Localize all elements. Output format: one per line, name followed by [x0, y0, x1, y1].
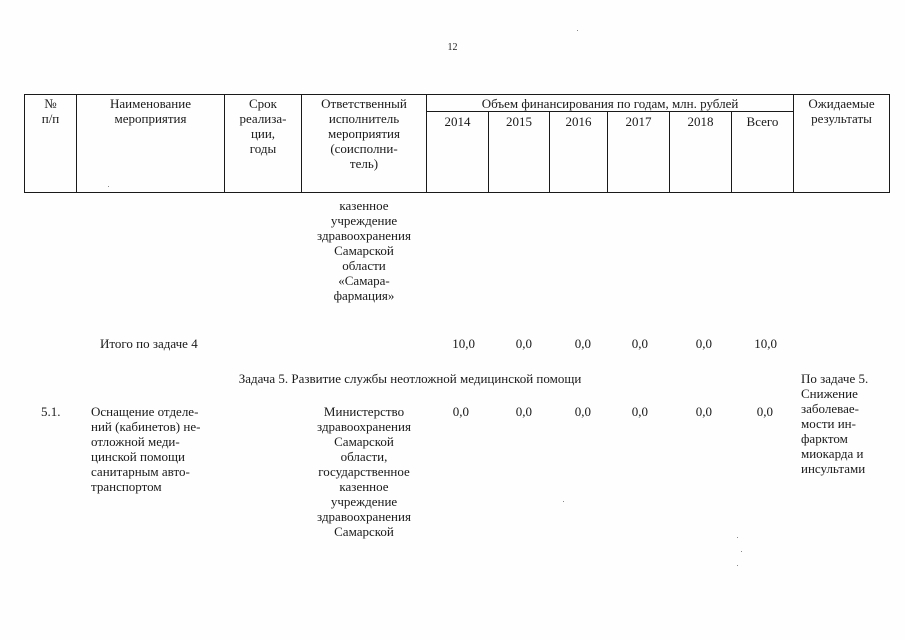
- total-label: Итого по задаче 4: [100, 336, 198, 351]
- header-year-total: Всего: [746, 114, 779, 129]
- row-value-2016: 0,0: [574, 404, 591, 419]
- row-value-2018: 0,0: [695, 404, 712, 419]
- header-year-2014: 2014: [444, 114, 471, 129]
- total-value-2017: 0,0: [631, 336, 648, 351]
- header-col-name: Наименование мероприятия: [110, 96, 191, 126]
- header-col-term: Срок реализа- ции, годы: [239, 96, 287, 156]
- row-number: 5.1.: [41, 404, 61, 419]
- carry-over-executor: казенное учреждение здравоохранения Самарской области «Самара- фармация»: [317, 198, 411, 303]
- row-value-2017: 0,0: [631, 404, 648, 419]
- header-year-2017: 2017: [625, 114, 652, 129]
- scan-speck: [563, 501, 564, 502]
- task5-title: Задача 5. Развитие службы неотложной медицинской помощи: [238, 371, 582, 386]
- header-col-result: Ожидаемые результаты: [808, 96, 875, 126]
- scan-speck: [577, 30, 578, 31]
- row-value-2015: 0,0: [515, 404, 532, 419]
- header-bottom-border: [24, 192, 890, 193]
- header-years-divider: [426, 111, 793, 112]
- scan-speck: [737, 537, 738, 538]
- header-year-2016: 2016: [565, 114, 592, 129]
- page-number: 12: [447, 42, 458, 53]
- scan-speck: [108, 186, 109, 187]
- scan-speck: [737, 565, 738, 566]
- row-value-total: 0,0: [756, 404, 773, 419]
- total-value-total: 10,0: [754, 336, 777, 351]
- header-col-number: № п/п: [41, 96, 60, 126]
- header-year-2018: 2018: [687, 114, 714, 129]
- total-value-2018: 0,0: [695, 336, 712, 351]
- header-top-border: [24, 94, 890, 95]
- row-name: Оснащение отделе- ний (кабинетов) не- отложной меди- цинской помощи санитарным авто- транспортом: [91, 404, 201, 494]
- total-value-2016: 0,0: [574, 336, 591, 351]
- scan-speck: [741, 551, 742, 552]
- task5-result: По задаче 5. Снижение заболевае- мости ин- фарктом миокарда и инсультами: [801, 371, 869, 476]
- total-value-2015: 0,0: [515, 336, 532, 351]
- header-col-financing: Объем финансирования по годам, млн. рублей: [481, 96, 739, 111]
- total-value-2014: 10,0: [452, 336, 475, 351]
- header-col-executor: Ответственный исполнитель мероприятия (соисполни- тель): [321, 96, 407, 171]
- header-year-2015: 2015: [506, 114, 532, 129]
- row-executor: Министерство здравоохранения Самарской области, государственное казенное учреждение здравоохранения Самарской: [317, 404, 411, 539]
- row-value-2014: 0,0: [452, 404, 469, 419]
